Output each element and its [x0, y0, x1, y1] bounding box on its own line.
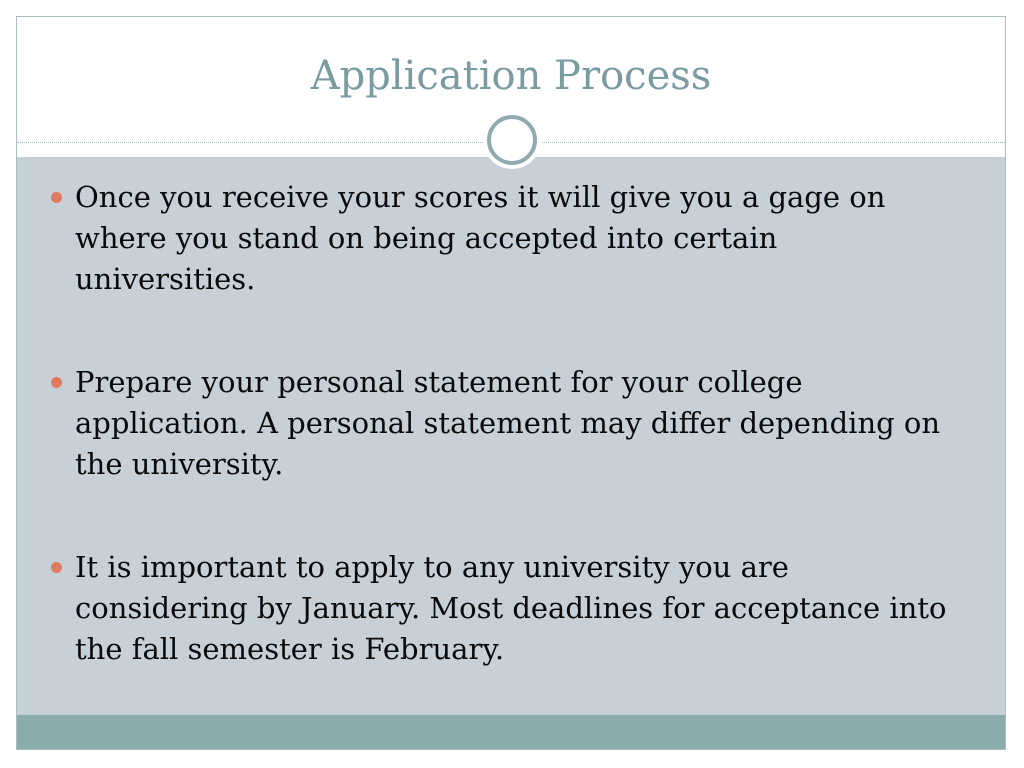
- bullet-item: [75, 177, 955, 300]
- bullet-text: Once you receive your scores it will give you a gage on where you stand on being accepted into certain universities.: [75, 180, 886, 296]
- bullet-text: It is important to apply to any university you are considering by January. Most deadlines for acceptance into the fall semester is February.: [75, 550, 947, 666]
- ring-ornament-icon: [483, 111, 541, 169]
- footer-bar: [17, 715, 1005, 749]
- bullet-text: Prepare your personal statement for your college application. A personal statement may differ depending on the university.: [75, 365, 941, 481]
- bullet-list: [75, 177, 955, 732]
- bullet-dot-icon: [51, 562, 62, 573]
- slide: [16, 16, 1006, 750]
- bullet-dot-icon: [51, 377, 62, 388]
- bullet-item: [75, 362, 955, 485]
- bullet-dot-icon: [51, 192, 62, 203]
- ring-inner: [494, 122, 530, 158]
- bullet-item: [75, 547, 955, 670]
- slide-title: Application Process: [310, 53, 712, 99]
